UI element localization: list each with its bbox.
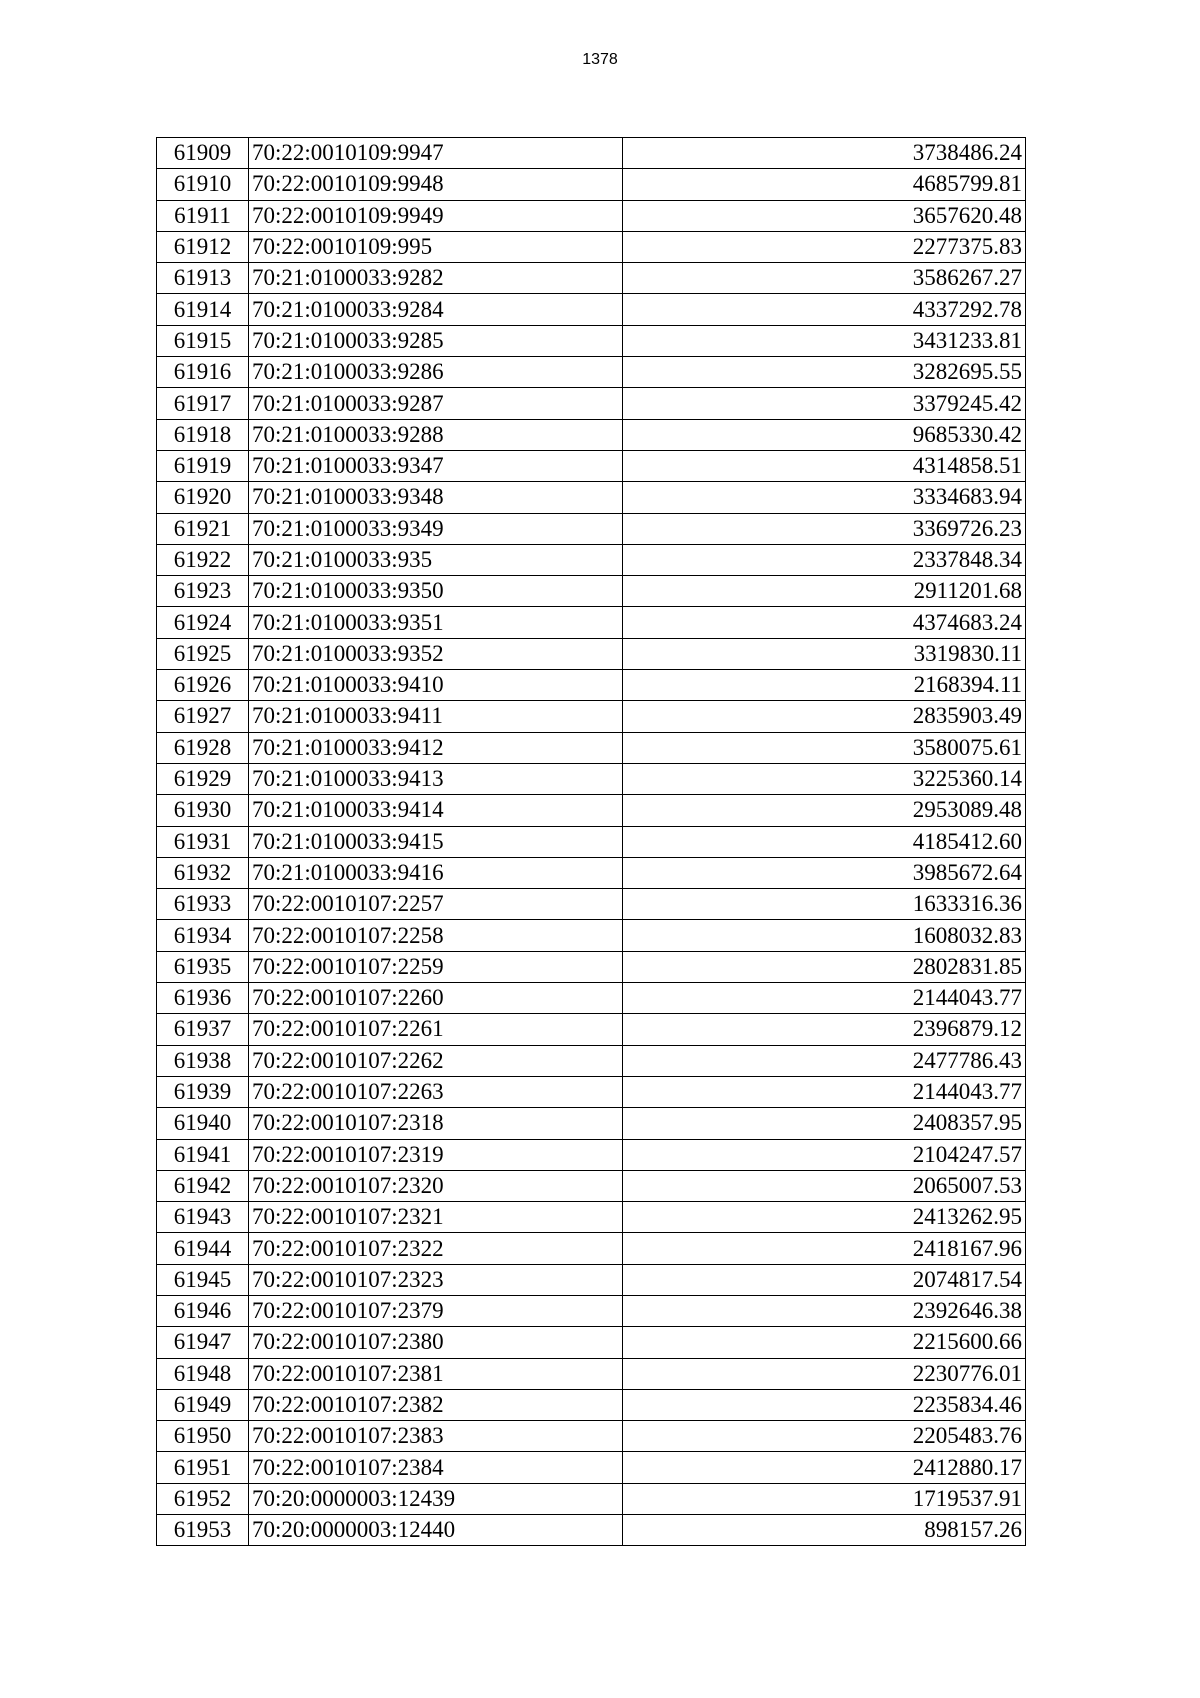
cadastral-value-cell: 3334683.94 — [623, 482, 1026, 513]
table-row — [157, 513, 1026, 544]
row-number-cell: 61939 — [157, 1076, 249, 1107]
cadastral-value-cell: 3586267.27 — [623, 263, 1026, 294]
cadastral-value-table — [156, 137, 1026, 1546]
row-number-cell: 61924 — [157, 607, 249, 638]
table-row — [157, 1014, 1026, 1045]
row-number-cell: 61920 — [157, 482, 249, 513]
table-row — [157, 857, 1026, 888]
row-number-cell: 61948 — [157, 1358, 249, 1389]
table-row — [157, 482, 1026, 513]
table-row — [157, 1389, 1026, 1420]
table-row — [157, 889, 1026, 920]
cadastral-value-cell: 2074817.54 — [623, 1264, 1026, 1295]
cadastral-value-cell: 4374683.24 — [623, 607, 1026, 638]
cadastral-value-cell: 1633316.36 — [623, 889, 1026, 920]
row-number-cell: 61922 — [157, 544, 249, 575]
row-number-cell: 61916 — [157, 357, 249, 388]
cadastral-value-cell: 1608032.83 — [623, 920, 1026, 951]
table-row — [157, 450, 1026, 481]
row-number-cell: 61915 — [157, 325, 249, 356]
row-number-cell: 61945 — [157, 1264, 249, 1295]
table-row — [157, 607, 1026, 638]
table-row — [157, 1202, 1026, 1233]
cadastral-number-cell: 70:21:0100033:935 — [249, 544, 623, 575]
cadastral-value-cell: 2392646.38 — [623, 1295, 1026, 1326]
row-number-cell: 61952 — [157, 1483, 249, 1514]
cadastral-number-cell: 70:21:0100033:9285 — [249, 325, 623, 356]
cadastral-value-cell: 2277375.83 — [623, 231, 1026, 262]
row-number-cell: 61912 — [157, 231, 249, 262]
table-row — [157, 544, 1026, 575]
row-number-cell: 61947 — [157, 1327, 249, 1358]
table-row — [157, 795, 1026, 826]
cadastral-number-cell: 70:22:0010109:9947 — [249, 138, 623, 169]
row-number-cell: 61911 — [157, 200, 249, 231]
table-row — [157, 357, 1026, 388]
row-number-cell: 61909 — [157, 138, 249, 169]
table-row — [157, 1421, 1026, 1452]
row-number-cell: 61951 — [157, 1452, 249, 1483]
cadastral-number-cell: 70:21:0100033:9348 — [249, 482, 623, 513]
cadastral-number-cell: 70:21:0100033:9411 — [249, 701, 623, 732]
row-number-cell: 61913 — [157, 263, 249, 294]
cadastral-number-cell: 70:21:0100033:9416 — [249, 857, 623, 888]
cadastral-number-cell: 70:22:0010107:2318 — [249, 1108, 623, 1139]
cadastral-value-cell: 2215600.66 — [623, 1327, 1026, 1358]
cadastral-value-cell: 2230776.01 — [623, 1358, 1026, 1389]
cadastral-value-cell: 1719537.91 — [623, 1483, 1026, 1514]
row-number-cell: 61926 — [157, 670, 249, 701]
row-number-cell: 61941 — [157, 1139, 249, 1170]
row-number-cell: 61923 — [157, 576, 249, 607]
table-row — [157, 388, 1026, 419]
table-row — [157, 1139, 1026, 1170]
cadastral-number-cell: 70:22:0010107:2262 — [249, 1045, 623, 1076]
table-row — [157, 1233, 1026, 1264]
cadastral-value-cell: 2418167.96 — [623, 1233, 1026, 1264]
cadastral-value-cell: 2396879.12 — [623, 1014, 1026, 1045]
table-row — [157, 576, 1026, 607]
cadastral-value-cell: 3431233.81 — [623, 325, 1026, 356]
row-number-cell: 61925 — [157, 638, 249, 669]
cadastral-number-cell: 70:22:0010107:2383 — [249, 1421, 623, 1452]
table-row — [157, 983, 1026, 1014]
cadastral-value-cell: 2412880.17 — [623, 1452, 1026, 1483]
cadastral-value-cell: 2104247.57 — [623, 1139, 1026, 1170]
cadastral-value-cell: 2205483.76 — [623, 1421, 1026, 1452]
table-row — [157, 1295, 1026, 1326]
cadastral-number-cell: 70:22:0010107:2382 — [249, 1389, 623, 1420]
table-row — [157, 951, 1026, 982]
cadastral-value-cell: 2835903.49 — [623, 701, 1026, 732]
cadastral-number-cell: 70:22:0010107:2323 — [249, 1264, 623, 1295]
row-number-cell: 61937 — [157, 1014, 249, 1045]
cadastral-number-cell: 70:21:0100033:9350 — [249, 576, 623, 607]
table-row — [157, 231, 1026, 262]
table-row — [157, 1264, 1026, 1295]
cadastral-value-cell: 4685799.81 — [623, 169, 1026, 200]
cadastral-value-cell: 2168394.11 — [623, 670, 1026, 701]
table-row — [157, 638, 1026, 669]
row-number-cell: 61946 — [157, 1295, 249, 1326]
cadastral-number-cell: 70:21:0100033:9288 — [249, 419, 623, 450]
cadastral-value-cell: 2802831.85 — [623, 951, 1026, 982]
row-number-cell: 61931 — [157, 826, 249, 857]
cadastral-number-cell: 70:21:0100033:9349 — [249, 513, 623, 544]
cadastral-value-cell: 3225360.14 — [623, 763, 1026, 794]
table-body — [157, 138, 1026, 1546]
cadastral-number-cell: 70:22:0010107:2321 — [249, 1202, 623, 1233]
cadastral-number-cell: 70:22:0010107:2384 — [249, 1452, 623, 1483]
cadastral-number-cell: 70:21:0100033:9410 — [249, 670, 623, 701]
cadastral-number-cell: 70:22:0010109:9949 — [249, 200, 623, 231]
row-number-cell: 61934 — [157, 920, 249, 951]
cadastral-number-cell: 70:22:0010107:2381 — [249, 1358, 623, 1389]
cadastral-value-cell: 3282695.55 — [623, 357, 1026, 388]
cadastral-number-cell: 70:21:0100033:9413 — [249, 763, 623, 794]
cadastral-value-cell: 2911201.68 — [623, 576, 1026, 607]
cadastral-number-cell: 70:21:0100033:9415 — [249, 826, 623, 857]
cadastral-value-cell: 3580075.61 — [623, 732, 1026, 763]
cadastral-value-cell: 2408357.95 — [623, 1108, 1026, 1139]
cadastral-value-cell: 2413262.95 — [623, 1202, 1026, 1233]
cadastral-value-cell: 9685330.42 — [623, 419, 1026, 450]
cadastral-number-cell: 70:22:0010107:2259 — [249, 951, 623, 982]
table-row — [157, 1076, 1026, 1107]
cadastral-number-cell: 70:20:0000003:12439 — [249, 1483, 623, 1514]
cadastral-number-cell: 70:21:0100033:9352 — [249, 638, 623, 669]
cadastral-value-cell: 2144043.77 — [623, 1076, 1026, 1107]
cadastral-number-cell: 70:20:0000003:12440 — [249, 1515, 623, 1546]
cadastral-value-cell: 898157.26 — [623, 1515, 1026, 1546]
row-number-cell: 61917 — [157, 388, 249, 419]
table-row — [157, 1452, 1026, 1483]
cadastral-number-cell: 70:22:0010107:2322 — [249, 1233, 623, 1264]
cadastral-value-cell: 4314858.51 — [623, 450, 1026, 481]
cadastral-number-cell: 70:22:0010107:2261 — [249, 1014, 623, 1045]
row-number-cell: 61929 — [157, 763, 249, 794]
cadastral-value-cell: 2337848.34 — [623, 544, 1026, 575]
cadastral-value-cell: 3985672.64 — [623, 857, 1026, 888]
table-row — [157, 325, 1026, 356]
cadastral-number-cell: 70:22:0010109:9948 — [249, 169, 623, 200]
row-number-cell: 61953 — [157, 1515, 249, 1546]
cadastral-value-cell: 3657620.48 — [623, 200, 1026, 231]
row-number-cell: 61927 — [157, 701, 249, 732]
cadastral-value-cell: 3369726.23 — [623, 513, 1026, 544]
cadastral-number-cell: 70:21:0100033:9351 — [249, 607, 623, 638]
cadastral-number-cell: 70:22:0010107:2320 — [249, 1170, 623, 1201]
table-row — [157, 920, 1026, 951]
row-number-cell: 61943 — [157, 1202, 249, 1233]
cadastral-number-cell: 70:21:0100033:9286 — [249, 357, 623, 388]
table-row — [157, 826, 1026, 857]
cadastral-number-cell: 70:22:0010107:2258 — [249, 920, 623, 951]
table-row — [157, 1170, 1026, 1201]
row-number-cell: 61910 — [157, 169, 249, 200]
table-row — [157, 763, 1026, 794]
cadastral-number-cell: 70:21:0100033:9347 — [249, 450, 623, 481]
row-number-cell: 61930 — [157, 795, 249, 826]
cadastral-number-cell: 70:22:0010107:2380 — [249, 1327, 623, 1358]
cadastral-number-cell: 70:22:0010107:2257 — [249, 889, 623, 920]
table-row — [157, 1358, 1026, 1389]
row-number-cell: 61914 — [157, 294, 249, 325]
table-row — [157, 138, 1026, 169]
table-row — [157, 1483, 1026, 1514]
table-row — [157, 169, 1026, 200]
table-row — [157, 1045, 1026, 1076]
row-number-cell: 61944 — [157, 1233, 249, 1264]
row-number-cell: 61932 — [157, 857, 249, 888]
table-row — [157, 263, 1026, 294]
table-row — [157, 294, 1026, 325]
cadastral-number-cell: 70:21:0100033:9284 — [249, 294, 623, 325]
row-number-cell: 61918 — [157, 419, 249, 450]
page-number: 1378 — [582, 51, 618, 68]
cadastral-number-cell: 70:21:0100033:9414 — [249, 795, 623, 826]
row-number-cell: 61928 — [157, 732, 249, 763]
table-row — [157, 670, 1026, 701]
row-number-cell: 61950 — [157, 1421, 249, 1452]
table-row — [157, 1515, 1026, 1546]
table-row — [157, 732, 1026, 763]
cadastral-value-cell: 2477786.43 — [623, 1045, 1026, 1076]
cadastral-value-cell: 2235834.46 — [623, 1389, 1026, 1420]
row-number-cell: 61940 — [157, 1108, 249, 1139]
cadastral-number-cell: 70:22:0010109:995 — [249, 231, 623, 262]
cadastral-number-cell: 70:22:0010107:2379 — [249, 1295, 623, 1326]
cadastral-number-cell: 70:22:0010107:2263 — [249, 1076, 623, 1107]
row-number-cell: 61949 — [157, 1389, 249, 1420]
cadastral-number-cell: 70:22:0010107:2260 — [249, 983, 623, 1014]
row-number-cell: 61938 — [157, 1045, 249, 1076]
cadastral-number-cell: 70:22:0010107:2319 — [249, 1139, 623, 1170]
table-row — [157, 200, 1026, 231]
cadastral-value-cell: 2144043.77 — [623, 983, 1026, 1014]
row-number-cell: 61933 — [157, 889, 249, 920]
table-row — [157, 419, 1026, 450]
cadastral-value-cell: 2953089.48 — [623, 795, 1026, 826]
row-number-cell: 61935 — [157, 951, 249, 982]
row-number-cell: 61919 — [157, 450, 249, 481]
cadastral-number-cell: 70:21:0100033:9412 — [249, 732, 623, 763]
row-number-cell: 61921 — [157, 513, 249, 544]
table-row — [157, 701, 1026, 732]
cadastral-value-cell: 3379245.42 — [623, 388, 1026, 419]
row-number-cell: 61942 — [157, 1170, 249, 1201]
cadastral-value-cell: 4185412.60 — [623, 826, 1026, 857]
table-row — [157, 1327, 1026, 1358]
cadastral-value-cell: 2065007.53 — [623, 1170, 1026, 1201]
cadastral-number-cell: 70:21:0100033:9287 — [249, 388, 623, 419]
table-row — [157, 1108, 1026, 1139]
row-number-cell: 61936 — [157, 983, 249, 1014]
cadastral-value-cell: 3319830.11 — [623, 638, 1026, 669]
cadastral-number-cell: 70:21:0100033:9282 — [249, 263, 623, 294]
cadastral-value-cell: 4337292.78 — [623, 294, 1026, 325]
cadastral-value-cell: 3738486.24 — [623, 138, 1026, 169]
